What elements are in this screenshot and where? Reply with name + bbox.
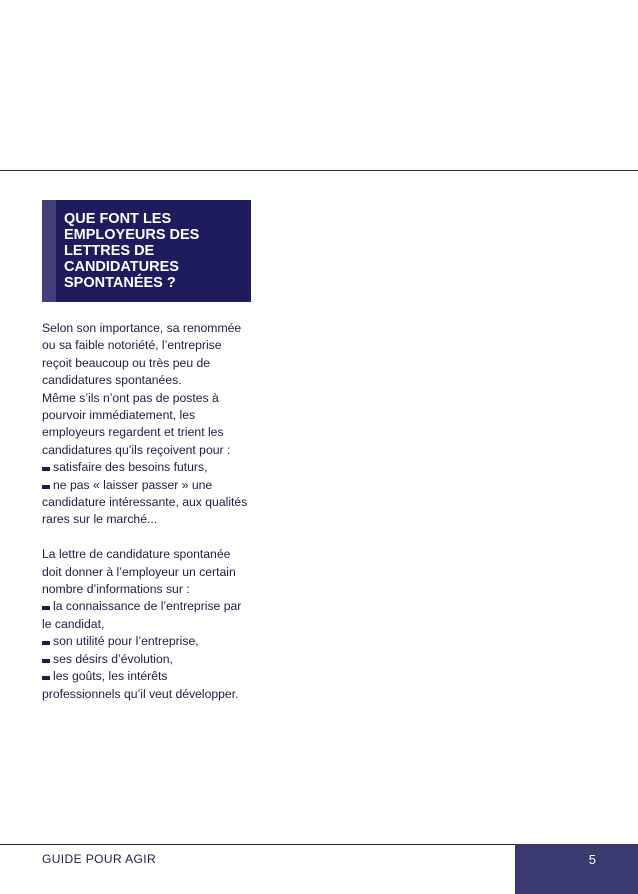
bullet-text: son utilité pour l’entreprise, xyxy=(53,634,199,649)
top-divider xyxy=(0,170,638,171)
bullet-item xyxy=(42,477,264,494)
section-heading-box xyxy=(42,200,251,302)
bullet-text: ses désirs d’évolution, xyxy=(53,651,173,666)
text-line: Selon son importance, sa renommée xyxy=(42,321,242,335)
paragraph-1 xyxy=(42,320,264,529)
bullet-dash-icon xyxy=(42,676,50,680)
bullet-dash-icon xyxy=(42,485,50,489)
page-number-box xyxy=(515,844,638,894)
heading-accent-bar xyxy=(42,200,56,302)
footer-divider xyxy=(0,844,515,845)
bullet-continuation: professionnels qu’il veut développer. xyxy=(42,686,239,701)
heading-line: SPONTANÉES ? xyxy=(64,275,176,291)
heading-line: EMPLOYEURS DES xyxy=(64,227,200,243)
bullet-item xyxy=(42,459,264,476)
section-heading xyxy=(64,211,244,291)
bullet-continuation: rares sur le marché... xyxy=(42,512,158,527)
text-line: candidatures qu’ils reçoivent pour : xyxy=(42,442,231,457)
text-line: La lettre de candidature spontanée xyxy=(42,547,231,562)
bullet-text: ne pas « laisser passer » une xyxy=(53,477,213,492)
text-line: reçoit beaucoup ou très peu de xyxy=(42,355,211,370)
page-number: 5 xyxy=(588,852,596,867)
text-line: nombre d’informations sur : xyxy=(42,582,190,597)
text-line: ou sa faible notoriété, l’entreprise xyxy=(42,338,222,353)
bullet-item xyxy=(42,668,264,685)
paragraph-gap xyxy=(42,529,264,546)
text-line: pourvoir immédiatement, les xyxy=(42,408,196,423)
bullet-item xyxy=(42,651,264,668)
footer-title: GUIDE POUR AGIR xyxy=(42,852,157,866)
bullet-item xyxy=(42,598,264,615)
bullet-continuation: le candidat, xyxy=(42,616,105,631)
paragraph-2 xyxy=(42,546,264,703)
bullet-dash-icon xyxy=(42,641,50,645)
heading-line: CANDIDATURES xyxy=(64,259,179,275)
heading-line: QUE FONT LES xyxy=(64,211,172,227)
heading-line: LETTRES DE xyxy=(64,243,155,259)
bullet-dash-icon xyxy=(42,606,50,610)
text-line: employeurs regardent et trient les xyxy=(42,425,224,440)
bullet-item xyxy=(42,633,264,650)
bullet-dash-icon xyxy=(42,467,50,471)
text-line: doit donner à l’employeur un certain xyxy=(42,564,236,579)
text-line: candidatures spontanées. xyxy=(42,373,182,388)
body-text xyxy=(42,320,264,703)
bullet-continuation: candidature intéressante, aux qualités xyxy=(42,495,248,510)
bullet-text: la connaissance de l’entreprise par xyxy=(53,599,242,614)
bullet-text: satisfaire des besoins futurs, xyxy=(53,460,208,475)
bullet-text: les goûts, les intérêts xyxy=(53,669,168,684)
bullet-dash-icon xyxy=(42,659,50,663)
text-line: Même s’ils n’ont pas de postes à xyxy=(42,390,219,405)
